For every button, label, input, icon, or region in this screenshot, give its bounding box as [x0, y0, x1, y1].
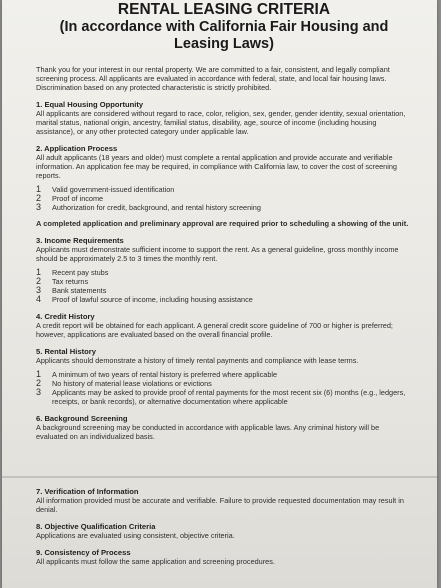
list-item — [36, 388, 412, 406]
section-credit-history — [36, 312, 412, 339]
list-text: No history of material lease violations or evictions — [52, 379, 212, 388]
section-body: All adult applicants (18 years and older) must complete a rental application and provide accurate and verifiable information. An application fee may be required, in compliance with California law, to cover the cost of screening reports. — [36, 153, 397, 180]
application-note: A completed application and preliminary approval are required prior to scheduling a showing of the unit. — [36, 219, 409, 228]
list-item — [36, 370, 412, 379]
list-number: 3 — [36, 387, 42, 397]
section-verification — [36, 487, 412, 514]
list-text: Proof of income — [52, 194, 104, 203]
rental-history-list — [36, 370, 412, 406]
list-item — [36, 286, 412, 295]
list-text: A minimum of two years of rental history is preferred where applicable — [52, 370, 278, 379]
list-item — [36, 203, 412, 212]
section-heading: 8. Objective Qualification Criteria — [36, 522, 156, 531]
section-consistency — [36, 548, 412, 566]
section-heading: 4. Credit History — [36, 312, 95, 321]
list-text: Tax returns — [52, 277, 89, 286]
section-heading: 6. Background Screening — [36, 414, 128, 423]
list-text: Valid government-issued identification — [52, 185, 175, 194]
section-equal-housing — [36, 100, 412, 136]
list-number: 2 — [36, 378, 42, 388]
list-item — [36, 295, 412, 304]
section-body: Applications are evaluated using consistent, objective criteria. — [36, 531, 235, 540]
section-objective-criteria — [36, 522, 412, 540]
section-body: All applicants are considered without regard to race, color, religion, sex, gender, gender identity, sexual orientation, marital status, national origin, ancestry, familial status, disability, age, source of income (including housing assistance), or any other protected category under applicable law. — [36, 109, 406, 136]
document-subtitle: (In accordance with California Fair Housing and Leasing Laws) — [59, 19, 389, 52]
list-item — [36, 194, 412, 203]
section-application-process — [36, 144, 412, 228]
intro-paragraph: Thank you for your interest in our rental property. We are committed to a fair, consistent, and legally compliant screening process. All applicants are evaluated in accordance with federal, state, and local fair housing laws. Discrimination based on any protected characteristic is strictly prohibited. — [36, 65, 390, 92]
section-body: Applicants should demonstrate a history of timely rental payments and compliance with lease terms. — [36, 356, 359, 365]
list-number: 3 — [36, 202, 42, 212]
application-requirements-list — [36, 185, 412, 212]
section-heading: 9. Consistency of Process — [36, 548, 131, 557]
section-heading: 1. Equal Housing Opportunity — [36, 100, 144, 109]
list-text: Applicants may be asked to provide proof of rental payments for the most recent six (6) months (e.g., ledgers, receipts, or bank records), or alternative documentation where applicable — [52, 388, 406, 406]
list-item — [36, 277, 412, 286]
section-heading: 5. Rental History — [36, 347, 96, 356]
section-body: All applicants must follow the same application and screening procedures. — [36, 557, 275, 566]
document-title: RENTAL LEASING CRITERIA — [117, 1, 331, 18]
list-number: 4 — [36, 294, 42, 304]
list-number: 3 — [36, 285, 42, 295]
section-body: Applicants must demonstrate sufficient income to support the rent. As a general guideline, gross monthly income should be approximately 2.5 to 3 times the monthly rent. — [36, 245, 399, 263]
section-body: A credit report will be obtained for each applicant. A general credit score guideline of 700 or higher is preferred; however, applications are evaluated based on the overall financial profile. — [36, 321, 393, 339]
section-income-requirements — [36, 236, 412, 304]
page-fold-divider — [2, 476, 437, 478]
list-item — [36, 268, 412, 277]
page-lower-half — [36, 487, 412, 566]
page-upper-half — [36, 0, 412, 441]
list-number: 1 — [36, 184, 42, 194]
list-text: Authorization for credit, background, and rental history screening — [52, 203, 261, 212]
list-text: Bank statements — [52, 286, 107, 295]
list-number: 2 — [36, 193, 42, 203]
section-heading: 7. Verification of Information — [36, 487, 139, 496]
section-body: A background screening may be conducted in accordance with applicable laws. Any criminal history will be evaluated on an individualized basis. — [36, 423, 380, 441]
list-number: 1 — [36, 267, 42, 277]
section-heading: 2. Application Process — [36, 144, 118, 153]
section-body: All information provided must be accurate and verifiable. Failure to provide requested documentation may result in denial. — [36, 496, 404, 514]
section-heading: 3. Income Requirements — [36, 236, 124, 245]
list-text: Recent pay stubs — [52, 268, 109, 277]
list-item — [36, 379, 412, 388]
document-page — [2, 0, 437, 588]
list-number: 2 — [36, 276, 42, 286]
list-number: 1 — [36, 369, 42, 379]
list-item — [36, 185, 412, 194]
section-background-screening — [36, 414, 412, 441]
section-rental-history — [36, 347, 412, 406]
list-text: Proof of lawful source of income, including housing assistance — [52, 295, 253, 304]
income-documents-list — [36, 268, 412, 304]
